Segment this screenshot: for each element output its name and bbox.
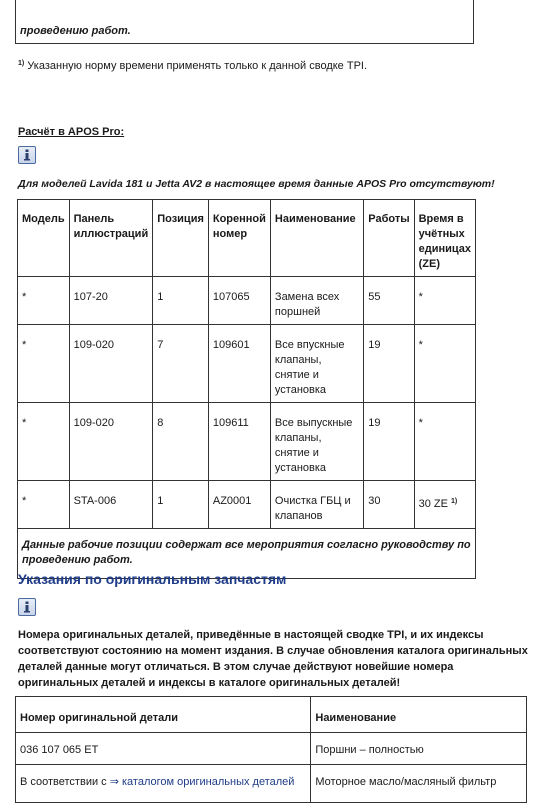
- footnote: [18, 56, 367, 74]
- parts-table-header: [16, 697, 527, 733]
- cell-part-name: Моторное масло/масляный фильтр: [311, 765, 527, 803]
- parts-catalog-link[interactable]: ⇒ каталогом оригинальных деталей: [109, 776, 295, 788]
- cell-time: [414, 277, 475, 325]
- header-part-number: Номер оригинальной детали: [16, 697, 311, 733]
- header-work: Работы: [364, 200, 414, 277]
- cell-work: 30: [364, 481, 414, 529]
- cell-work: 55: [364, 277, 414, 325]
- apos-section-title: Расчёт в APOS Pro:: [18, 126, 125, 138]
- cell-work: 19: [364, 325, 414, 403]
- cell-position: 1: [153, 277, 209, 325]
- header-model: Модель: [18, 200, 70, 277]
- apos-missing-data-note: Для моделей Lavida 181 и Jetta AV2 в настоящее время данные APOS Pro отсутствуют!: [18, 178, 495, 190]
- cell-model: *: [18, 481, 70, 529]
- cell-model: *: [18, 277, 70, 325]
- footnote-marker: 1): [18, 60, 25, 67]
- table-row: [18, 325, 476, 403]
- cell-position: 1: [153, 481, 209, 529]
- part-reference-prefix: В соответствии с: [20, 776, 110, 788]
- parts-section-title: Указания по оригинальным запчастям: [18, 571, 287, 587]
- time-value: 30 ZE: [418, 498, 448, 510]
- parts-table: [15, 696, 527, 803]
- cell-panel: 109-020: [69, 325, 153, 403]
- cell-name: Замена всех поршней: [270, 277, 363, 325]
- header-part-name: Наименование: [311, 697, 527, 733]
- cell-part-number: 036 107 065 ET: [16, 733, 311, 765]
- cell-time: [414, 325, 475, 403]
- header-root-number: Коренной номер: [208, 200, 270, 277]
- cell-part-name: Поршни – полностью: [311, 733, 527, 765]
- table-note: Данные рабочие позиции содержат все мероприятия согласно руководству по проведению работ.: [18, 529, 476, 579]
- table-row: [16, 733, 527, 765]
- time-value: *: [418, 417, 423, 429]
- footnote-text: Указанную норму времени применять только к данной сводке TPI.: [27, 60, 368, 72]
- time-value: *: [418, 291, 423, 303]
- info-icon: [18, 146, 36, 164]
- previous-table-note-box: [15, 0, 474, 44]
- info-icon: [18, 598, 36, 616]
- cell-model: *: [18, 325, 70, 403]
- time-footnote-marker: 1): [451, 498, 458, 505]
- header-position: Позиция: [153, 200, 209, 277]
- cell-name: Очистка ГБЦ и клапанов: [270, 481, 363, 529]
- cell-root-number: 109611: [208, 403, 270, 481]
- header-name: Наименование: [270, 200, 363, 277]
- cell-panel: 107-20: [69, 277, 153, 325]
- apos-table-header: [18, 200, 476, 277]
- cell-root-number: AZ0001: [208, 481, 270, 529]
- table-row: [18, 481, 476, 529]
- header-panel: Панель иллюстраций: [69, 200, 153, 277]
- cell-panel: 109-020: [69, 403, 153, 481]
- cell-root-number: 107065: [208, 277, 270, 325]
- cell-panel: STA-006: [69, 481, 153, 529]
- cell-time: [414, 481, 475, 529]
- parts-paragraph: Номера оригинальных деталей, приведённые в настоящей сводке TPI, и их индексы соответствуют состоянию на момент издания. В случае обновления каталога оригинальных деталей данные могут отличаться. В этом случае действуют новейшие номера оригинальных деталей и индексы в каталоге оригинальных деталей!: [18, 629, 528, 689]
- previous-table-note-text: проведению работ.: [20, 25, 131, 37]
- time-value: *: [418, 339, 423, 351]
- cell-name: Все впускные клапаны, снятие и установка: [270, 325, 363, 403]
- table-row: [18, 403, 476, 481]
- table-row: [18, 277, 476, 325]
- cell-position: 8: [153, 403, 209, 481]
- cell-name: Все выпускные клапаны, снятие и установка: [270, 403, 363, 481]
- cell-model: *: [18, 403, 70, 481]
- cell-position: 7: [153, 325, 209, 403]
- cell-root-number: 109601: [208, 325, 270, 403]
- apos-table: [17, 199, 476, 579]
- cell-time: [414, 403, 475, 481]
- cell-work: 19: [364, 403, 414, 481]
- header-time: Время в учётных единицах (ZE): [414, 200, 475, 277]
